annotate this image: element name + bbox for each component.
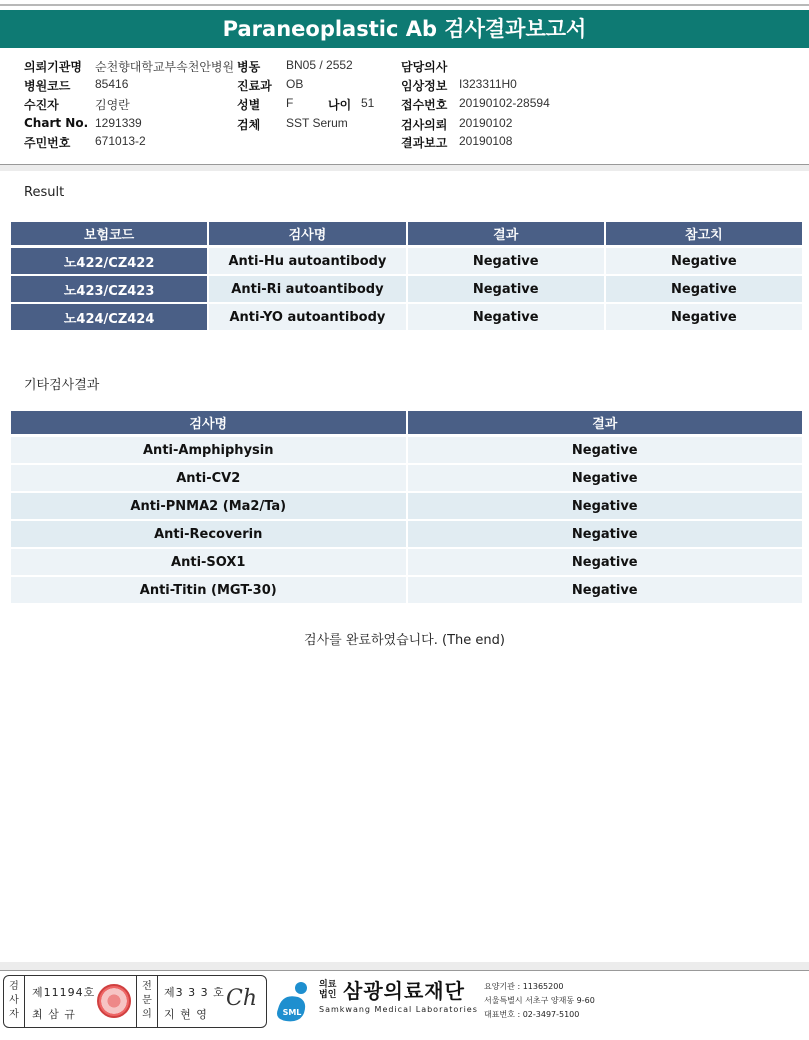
receipt-label: 접수번호 bbox=[401, 98, 448, 112]
specimen-value: SST Serum bbox=[286, 116, 348, 130]
lab-code: 요양기관 : 11365200 bbox=[484, 982, 564, 991]
top-rule bbox=[0, 4, 809, 6]
header-insurance-code: 보험코드 bbox=[11, 222, 207, 248]
insurance-code-cell: 노424/CZ424 bbox=[11, 304, 207, 332]
reference-cell: Negative bbox=[606, 304, 802, 332]
header-result: 결과 bbox=[408, 222, 604, 248]
result-cell: Negative bbox=[408, 549, 803, 577]
table-row bbox=[11, 437, 802, 465]
chart-value: 1291339 bbox=[95, 116, 142, 130]
official-seal-icon bbox=[97, 984, 131, 1018]
tester-label: 검사자 bbox=[9, 981, 19, 1020]
logo-name: 삼광의료재단 bbox=[343, 979, 465, 1003]
test-name-cell: Anti-PNMA2 (Ma2/Ta) bbox=[11, 493, 406, 521]
chart-label: Chart No. bbox=[24, 116, 89, 130]
result-cell: Negative bbox=[408, 304, 604, 332]
resident-value: 671013-2 bbox=[95, 134, 146, 148]
result-cell: Negative bbox=[408, 276, 604, 304]
result-header-row bbox=[11, 222, 802, 248]
lab-address: 서울특별시 서초구 양재동 9-60 bbox=[484, 996, 595, 1005]
other-results-table bbox=[9, 411, 804, 605]
signature-icon: Ch bbox=[226, 986, 258, 1011]
result-cell: Negative bbox=[408, 437, 803, 465]
age-label: 나이 bbox=[328, 98, 352, 112]
result-cell: Negative bbox=[408, 465, 803, 493]
sex-value: F bbox=[286, 96, 294, 110]
header-reference: 참고치 bbox=[606, 222, 802, 248]
divider bbox=[157, 976, 158, 1027]
insurance-code-cell: 노422/CZ422 bbox=[11, 248, 207, 276]
report-title: Paraneoplastic Ab 검사결과보고서 bbox=[0, 10, 809, 48]
logo-mark-text: SML bbox=[282, 1008, 302, 1017]
signature-box bbox=[3, 975, 267, 1028]
header-result: 결과 bbox=[408, 411, 803, 437]
table-row bbox=[11, 276, 802, 304]
sex-label: 성별 bbox=[237, 98, 261, 112]
header-test-name: 검사명 bbox=[209, 222, 405, 248]
footer-band bbox=[0, 962, 809, 970]
table-row bbox=[11, 248, 802, 276]
reference-cell: Negative bbox=[606, 276, 802, 304]
table-row bbox=[11, 304, 802, 332]
hospital-code-label: 병원코드 bbox=[24, 79, 71, 93]
divider bbox=[136, 976, 137, 1027]
logo-corp-type: 의료법인 bbox=[319, 980, 337, 1000]
other-header-row bbox=[11, 411, 802, 437]
table-row bbox=[11, 577, 802, 605]
table-row bbox=[11, 465, 802, 493]
sml-logo-icon bbox=[272, 979, 314, 1023]
insurance-code-cell: 노423/CZ423 bbox=[11, 276, 207, 304]
result-cell: Negative bbox=[408, 577, 803, 605]
table-row bbox=[11, 493, 802, 521]
request-value: 20190102 bbox=[459, 116, 513, 130]
logo-english: Samkwang Medical Laboratories bbox=[319, 1005, 478, 1014]
dept-value: OB bbox=[286, 77, 304, 91]
institution-label: 의뢰기관명 bbox=[24, 60, 82, 74]
result-cell: Negative bbox=[408, 521, 803, 549]
result-cell: Negative bbox=[408, 248, 604, 276]
other-section-title: 기타검사결과 bbox=[24, 378, 100, 393]
test-name-cell: Anti-Recoverin bbox=[11, 521, 406, 549]
resident-label: 주민번호 bbox=[24, 136, 71, 150]
request-label: 검사의뢰 bbox=[401, 118, 448, 132]
result-table bbox=[9, 222, 804, 332]
ward-label: 병동 bbox=[237, 60, 261, 74]
specialist-name: 지 현 영 bbox=[164, 1008, 208, 1021]
test-name-cell: Anti-YO autoantibody bbox=[209, 304, 405, 332]
test-name-cell: Anti-SOX1 bbox=[11, 549, 406, 577]
clinical-value: I323311H0 bbox=[459, 77, 517, 91]
report-date-label: 결과보고 bbox=[401, 136, 448, 150]
patient-label: 수진자 bbox=[24, 98, 59, 112]
result-cell: Negative bbox=[408, 493, 803, 521]
receipt-value: 20190102-28594 bbox=[459, 96, 550, 110]
table-row bbox=[11, 521, 802, 549]
dept-label: 진료과 bbox=[237, 79, 272, 93]
result-section-title: Result bbox=[24, 185, 65, 200]
table-row bbox=[11, 549, 802, 577]
test-name-cell: Anti-Titin (MGT-30) bbox=[11, 577, 406, 605]
divider bbox=[24, 976, 25, 1027]
patient-info bbox=[0, 54, 809, 164]
reference-cell: Negative bbox=[606, 248, 802, 276]
info-band bbox=[0, 165, 809, 171]
test-name-cell: Anti-Hu autoantibody bbox=[209, 248, 405, 276]
institution-value: 순천향대학교부속천안병원 bbox=[95, 60, 235, 74]
footer-divider bbox=[0, 970, 809, 971]
test-name-cell: Anti-Ri autoantibody bbox=[209, 276, 405, 304]
age-value: 51 bbox=[361, 96, 375, 110]
specimen-label: 검체 bbox=[237, 118, 261, 132]
patient-value: 김영란 bbox=[95, 98, 130, 112]
ward-value: BN05 / 2552 bbox=[286, 58, 353, 72]
lab-phone: 대표번호 : 02-3497-5100 bbox=[484, 1010, 580, 1019]
tester-license: 제11194호 bbox=[32, 986, 96, 999]
specialist-license: 제3 3 3 호 bbox=[164, 986, 225, 999]
test-name-cell: Anti-Amphiphysin bbox=[11, 437, 406, 465]
hospital-code-value: 85416 bbox=[95, 77, 129, 91]
report-date-value: 20190108 bbox=[459, 134, 513, 148]
clinical-label: 임상정보 bbox=[401, 79, 448, 93]
specialist-label: 전문의 bbox=[142, 981, 152, 1020]
tester-name: 최 삼 규 bbox=[32, 1008, 76, 1021]
header-test-name: 검사명 bbox=[11, 411, 406, 437]
doctor-label: 담당의사 bbox=[401, 60, 448, 74]
test-name-cell: Anti-CV2 bbox=[11, 465, 406, 493]
end-note: 검사를 완료하였습니다. (The end) bbox=[304, 633, 505, 648]
